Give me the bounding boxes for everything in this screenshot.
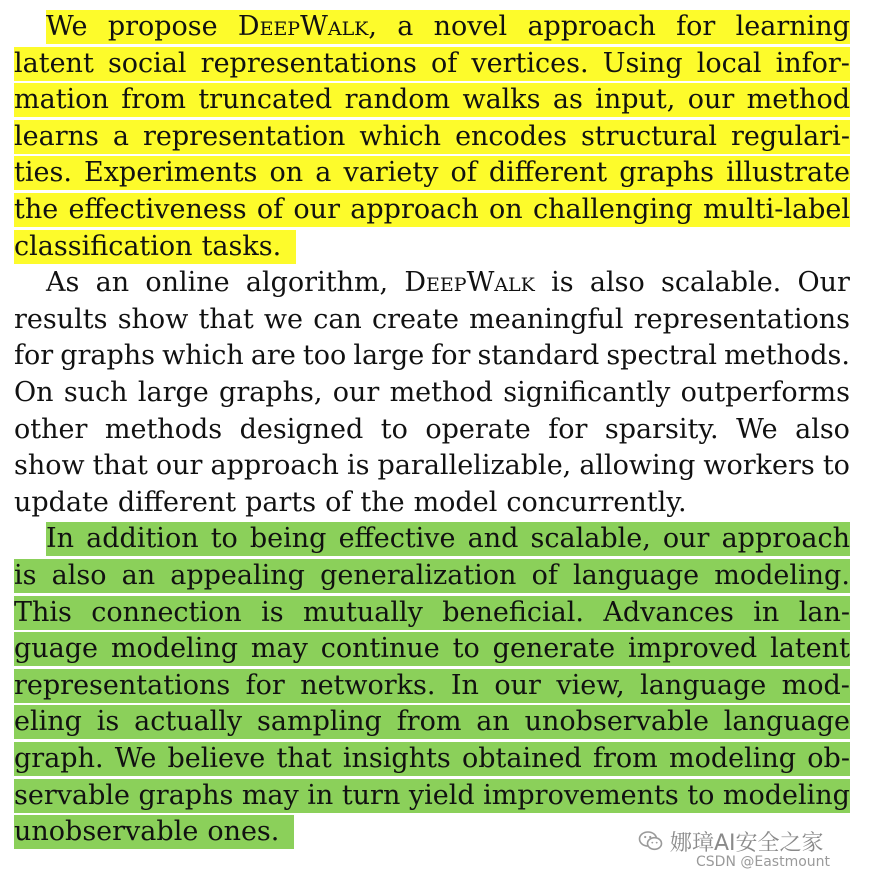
- text-line: unobservable ones.: [14, 815, 294, 849]
- watermark-title: 娜璋AI安全之家: [670, 831, 824, 856]
- text-line: ties. Experiments on a variety of different graphs illustrate: [14, 157, 850, 189]
- text-line: mation from truncated random walks as input, our method: [14, 84, 850, 116]
- text-line: As an online algorithm, DeepWalk is also scalable. Our: [46, 267, 850, 299]
- text-line: show that our approach is parallelizable, allowing workers to: [14, 450, 850, 482]
- text-line: eling is actually sampling from an unobservable language: [14, 706, 850, 738]
- text-line: In addition to being effective and scalable, our approach: [46, 523, 850, 555]
- text-line: other methods designed to operate for sparsity. We also: [14, 413, 850, 445]
- text-line: On such large graphs, our method significantly outperforms: [14, 377, 850, 408]
- text-line: representations for networks. In our view, language mod-: [14, 669, 850, 701]
- text-line: latent social representations of vertices. Using local infor-: [14, 47, 850, 79]
- text-line: This connection is mutually beneficial. Advances in lan-: [14, 596, 850, 628]
- wechat-icon: [638, 828, 664, 854]
- watermark-subtitle: CSDN @Eastmount: [696, 854, 831, 870]
- text-line: for graphs which are too large for standard spectral methods.: [14, 340, 850, 372]
- text-line: is also an appealing generalization of language modeling.: [14, 560, 850, 591]
- text-line: servable graphs may in turn yield improvements to modeling: [14, 779, 850, 811]
- text-line: We propose DeepWalk, a novel approach for learning: [46, 11, 850, 42]
- text-line: results show that we can create meaningful representations: [14, 303, 850, 335]
- text-line: guage modeling may continue to generate improved latent: [14, 633, 850, 665]
- text-line: update different parts of the model concurrently.: [14, 486, 687, 518]
- text-line: learns a representation which encodes structural regulari-: [14, 120, 850, 152]
- text-line: graph. We believe that insights obtained from modeling ob-: [14, 743, 850, 774]
- text-line: classification tasks.: [14, 230, 296, 264]
- watermark: [638, 822, 858, 872]
- text-line: the effectiveness of our approach on challenging multi-label: [14, 194, 850, 225]
